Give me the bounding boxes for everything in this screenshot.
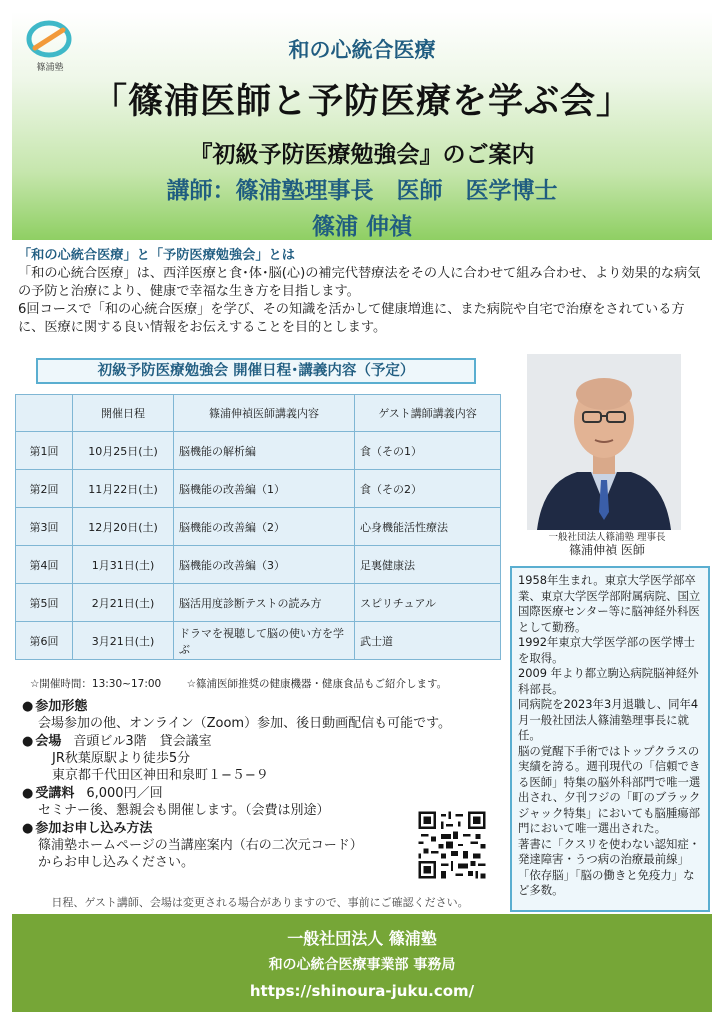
session-topic: ドラマを視聴して脳の使い方を学ぶ <box>174 622 355 660</box>
session-guest: スピリチュアル <box>355 584 501 622</box>
table-header: 篠浦伸禎医師講義内容 <box>174 395 355 432</box>
products-note: ☆篠浦医師推奨の健康機器・健康食品もご紹介します。 <box>186 678 448 690</box>
bullet-icon: ● <box>22 734 34 749</box>
session-date: 12月20日(土) <box>73 508 174 546</box>
photo-caption-name: 篠浦伸禎 医師 <box>569 543 645 557</box>
bio-paragraph: 脳の覚醒下手術ではトップクラスの実績を誇る。週刊現代の「信頼できる医師」特集の脳外科部門で唯一選出され、夕刊フジの「町のブラックジャック特集」においても脳腫瘍部門において唯一選出された。 <box>518 743 701 835</box>
bullet-icon: ● <box>22 786 34 801</box>
bio-paragraph: 2009 年より都立駒込病院脳神経外科部長。 <box>518 666 699 696</box>
format-heading: ● 参加形態 <box>22 699 88 714</box>
apply-line-2: からお申し込みください。 <box>38 855 195 870</box>
venue-access: JR秋葉原駅より徒歩5分 <box>52 751 191 766</box>
bio-paragraph: 1992年東京大学医学部の医学博士を取得。 <box>518 635 696 665</box>
footer-org: 一般社団法人 篠浦塾 <box>287 929 437 948</box>
table-row <box>16 432 501 470</box>
session-number: 第1回 <box>16 432 73 470</box>
footer-dept: 和の心統合医療事業部 事務局 <box>268 957 456 973</box>
lecturer-name: 篠浦 伸禎 <box>311 214 412 240</box>
apply-heading: ● 参加お申し込み方法 <box>22 821 153 836</box>
qr-code-icon[interactable] <box>416 809 488 881</box>
page-title: 「篠浦医師と予防医療を学ぶ会」 <box>91 82 632 122</box>
fee-note: セミナー後、懇親会も開催します。（会費は別途） <box>38 803 330 818</box>
intro-section <box>18 247 708 337</box>
photo-caption-title: 一般社団法人篠浦塾 理事長 <box>548 532 666 543</box>
venue-heading: ● 会場 音頭ビル3階 貸会議室 <box>22 734 212 749</box>
venue-name: 音頭ビル3階 貸会議室 <box>73 734 212 749</box>
doctor-portrait-icon <box>527 354 681 530</box>
schedule-table <box>15 394 501 660</box>
table-header: ゲスト講師講義内容 <box>355 395 501 432</box>
page-subtitle: 『初級予防医療勉強会』のご案内 <box>189 142 535 168</box>
session-number: 第5回 <box>16 584 73 622</box>
session-topic: 脳機能の解析編 <box>174 432 355 470</box>
format-text: 会場参加の他、オンライン（Zoom）参加、後日動画配信も可能です。 <box>38 716 452 731</box>
fee-heading: ● 受講料 6,000円／回 <box>22 786 163 801</box>
intro-paragraph-2: 6回コースで「和の心統合医療」を学び、その知識を活かして健康増進に、また病院や自宅で治療をされている方に、医療に関する良い情報をお伝えすることを目的とします。 <box>18 302 685 335</box>
session-topic: 脳機能の改善編（3） <box>174 546 355 584</box>
org-name: 和の心統合医療 <box>288 38 436 62</box>
session-date: 11月22日(土) <box>73 470 174 508</box>
table-header-row <box>16 395 501 432</box>
bullet-icon: ● <box>22 821 34 836</box>
photo-caption <box>517 531 697 557</box>
footer <box>12 914 712 1012</box>
logo-text: 篠浦塾 <box>36 63 64 73</box>
table-row <box>16 546 501 584</box>
session-number: 第4回 <box>16 546 73 584</box>
intro-paragraph-1: 「和の心統合医療」は、西洋医療と食･体･脳(心)の補完代替療法をその人に合わせて組み合わせ、より効果的な病気の予防と治療により、健康で幸福な生き方を目指します。 <box>18 266 701 299</box>
session-date: 1月31日(土) <box>73 546 174 584</box>
schedule-notes <box>30 676 510 691</box>
doctor-bio <box>510 566 710 912</box>
session-guest: 武士道 <box>355 622 501 660</box>
footer-url[interactable]: https://shinoura-juku.com/ <box>249 982 475 1000</box>
venue-address: 東京都千代田区神田和泉町１−５−９ <box>52 768 269 783</box>
bio-paragraph: 1958年生まれ。東京大学医学部卒業、東京大学医学部附属病院、国立国際医療センター等に脳神経外科医として勤務。 <box>518 573 701 634</box>
table-row <box>16 470 501 508</box>
session-date: 3月21日(土) <box>73 622 174 660</box>
table-row <box>16 584 501 622</box>
change-notice: 日程、ゲスト講師、会場は変更される場合がありますので、事前にご確認ください。 <box>51 896 469 909</box>
fee-value: 6,000円／回 <box>86 786 163 801</box>
bio-paragraph: 著書に「クスリを使わない認知症・発達障害・うつ病の治療最前線」「依存脳」「脳の働きと免疫力」など多数。 <box>518 836 701 897</box>
session-date: 10月25日(土) <box>73 432 174 470</box>
session-guest: 心身機能活性療法 <box>355 508 501 546</box>
table-header: 開催日程 <box>73 395 174 432</box>
session-guest: 食（その2） <box>355 470 501 508</box>
session-number: 第2回 <box>16 470 73 508</box>
session-topic: 脳機能の改善編（2） <box>174 508 355 546</box>
session-number: 第6回 <box>16 622 73 660</box>
apply-line-1: 篠浦塾ホームページの当講座案内（右の二次元コード） <box>38 838 363 853</box>
table-row <box>16 508 501 546</box>
session-guest: 足裏健康法 <box>355 546 501 584</box>
table-row <box>16 622 501 660</box>
session-date: 2月21日(土) <box>73 584 174 622</box>
lecturer-title: 講師：篠浦塾理事長 医師 医学博士 <box>166 178 558 204</box>
table-header <box>16 395 73 432</box>
schedule-title: 初級予防医療勉強会 開催日程･講義内容（予定） <box>36 358 476 384</box>
bio-paragraph: 同病院を2023年3月退職し、同年4月一般社団法人篠浦塾理事長に就任。 <box>518 697 699 742</box>
intro-heading: 「和の心統合医療」と「予防医療勉強会」とは <box>18 248 295 263</box>
session-hours: ☆開催時間：13:30~17:00 <box>30 678 162 690</box>
session-number: 第3回 <box>16 508 73 546</box>
bullet-icon: ● <box>22 699 34 714</box>
header-banner <box>12 12 712 240</box>
doctor-photo <box>527 354 681 530</box>
session-guest: 食（その1） <box>355 432 501 470</box>
session-topic: 脳活用度診断テストの読み方 <box>174 584 355 622</box>
session-topic: 脳機能の改善編（1） <box>174 470 355 508</box>
